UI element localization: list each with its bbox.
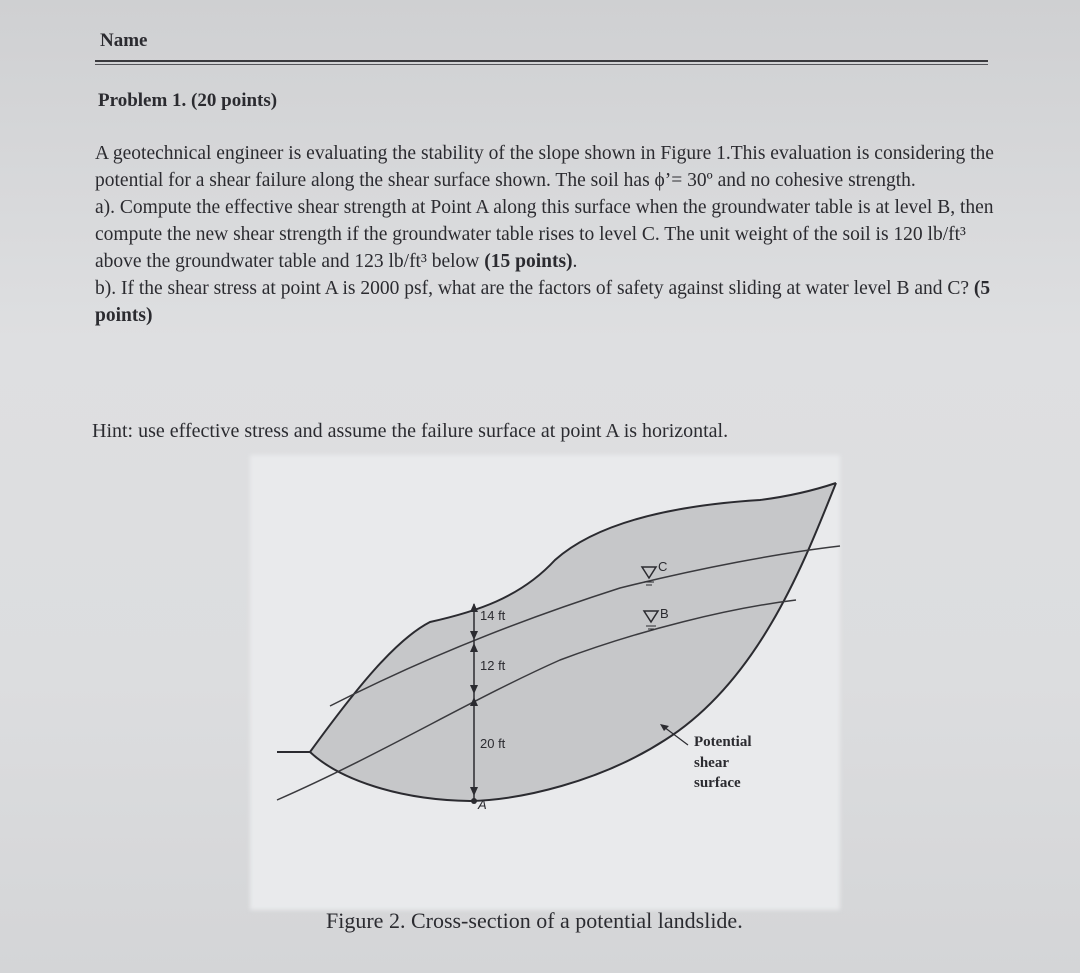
part-b-text: b). If the shear stress at point A is 2000 psf, what are the factors of safety against sliding at water level B and C?	[95, 278, 970, 299]
label-point-a: A	[478, 797, 487, 812]
part-a-text: a). Compute the effective shear strength at Point A along this surface when the groundwater table is at level B, then compute the new shear strength if the groundwater table rises to level C. The unit weight of the soil is 120 lb/ft³ above the groundwater table and 123 lb/ft³ below	[95, 197, 994, 272]
problem-title: Problem 1. (20 points)	[98, 90, 278, 111]
label-shear: shear	[694, 755, 729, 771]
part-a-points: (15 points)	[484, 251, 573, 272]
hint-text: Hint: use effective stress and assume the failure surface at point A is horizontal.	[92, 420, 729, 442]
label-water-b: B	[660, 606, 669, 621]
name-label: Name	[100, 30, 148, 51]
label-12ft: 12 ft	[480, 658, 506, 673]
point-a-marker	[471, 798, 477, 804]
part-b-points: (5 points)	[95, 278, 991, 326]
label-20ft: 20 ft	[480, 736, 506, 751]
figure-caption: Figure 2. Cross-section of a potential landslide.	[326, 908, 743, 933]
sliding-mass	[310, 483, 836, 801]
part-a-end: .	[572, 251, 578, 272]
label-potential: Potential	[694, 734, 752, 750]
label-water-c: C	[658, 559, 668, 574]
label-surface: surface	[694, 775, 741, 791]
dim-arrow-top	[470, 603, 478, 612]
label-14ft: 14 ft	[480, 608, 506, 623]
problem-intro: A geotechnical engineer is evaluating the stability of the slope shown in Figure 1.This evaluation is considering the potential for a shear failure along the shear surface shown. The soil has ϕ’= 30º and no cohesive strength.	[95, 143, 994, 191]
